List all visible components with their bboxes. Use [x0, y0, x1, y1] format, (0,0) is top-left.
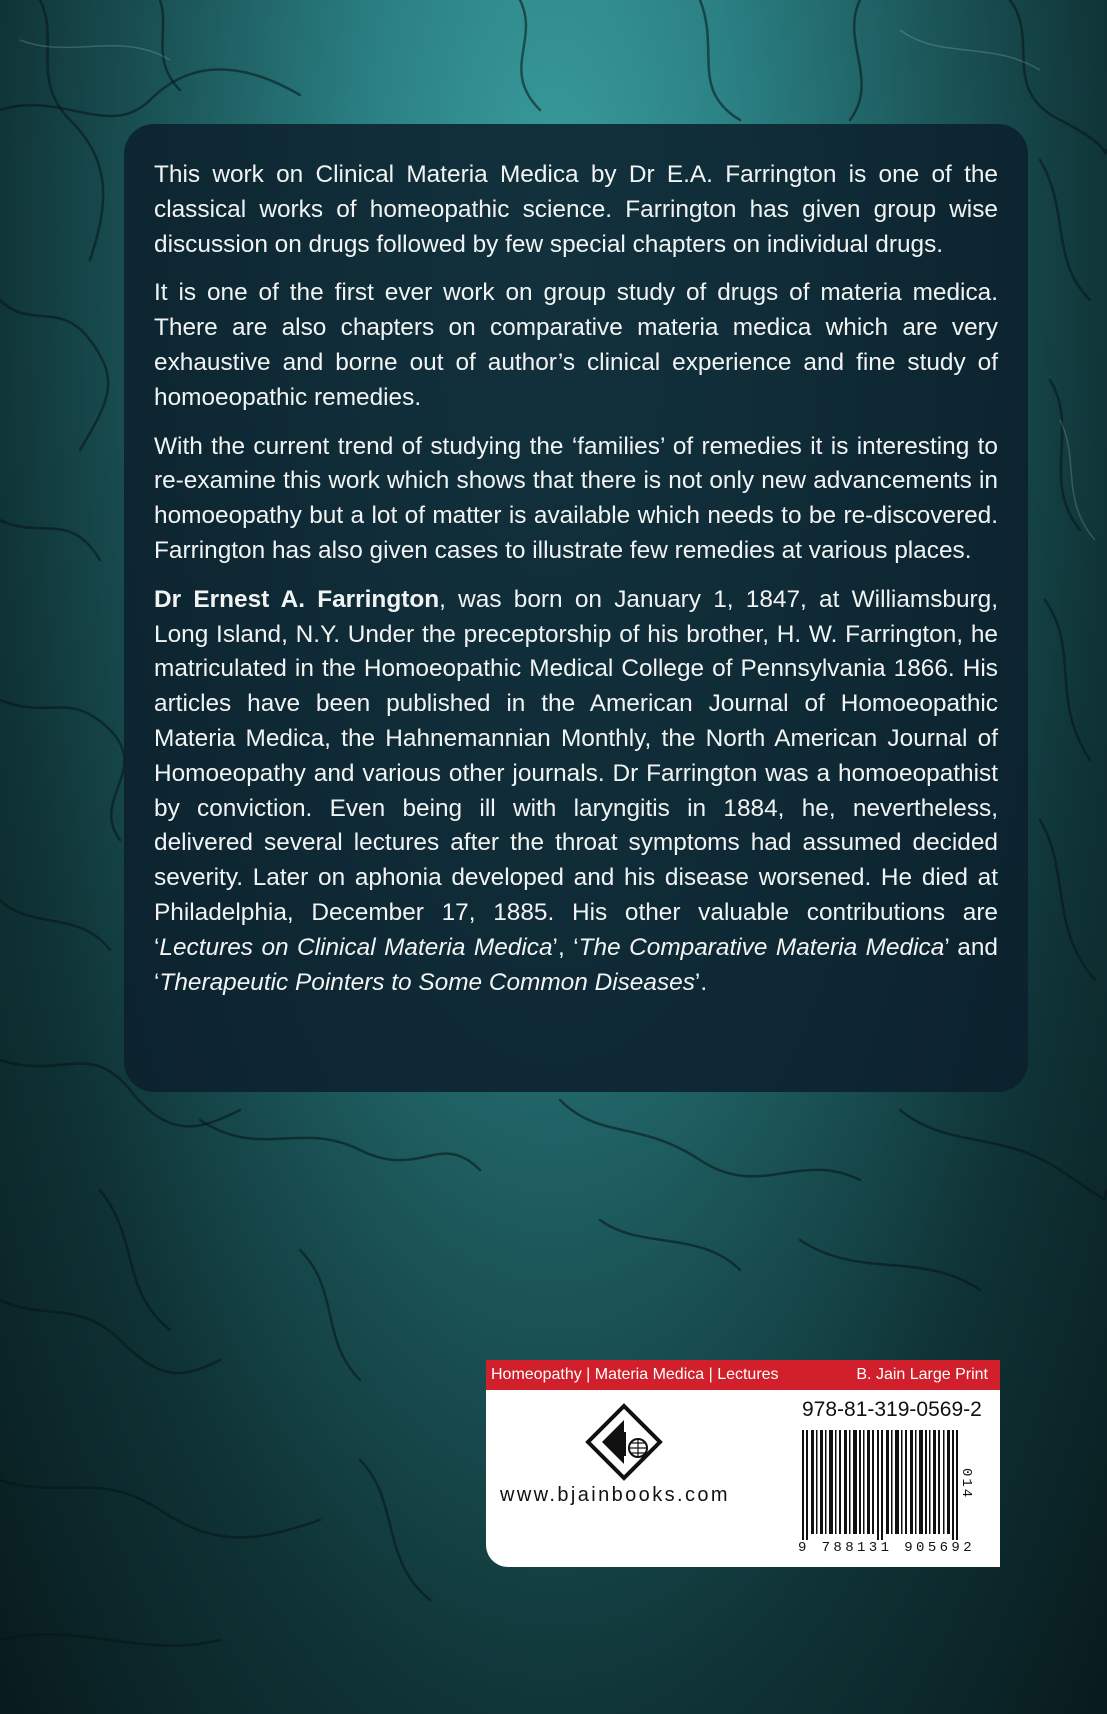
description-paragraph-3: With the current trend of studying the ‘families’ of remedies it is interesting to re-examine this work which shows that there is not only new advancements in homoeopathy but a lot of matter is available which needs to be re-discovered. Farrington has also given cases to illustrate few remedies at various places.: [154, 432, 998, 564]
description-paragraph-2: It is one of the first ever work on group study of drugs of materia medica. There are also chapters on comparative materia medica which are very exhaustive and borne out of author’s clinical experience and fine study of homoeopathic remedies.: [154, 279, 998, 411]
publisher-logo: [582, 1402, 666, 1482]
isbn-number: 978-81-319-0569-2: [802, 1398, 982, 1421]
book-title-3: Therapeutic Pointers to Some Common Diseases: [159, 968, 695, 996]
title-separator-1: ’, ‘: [552, 933, 579, 961]
author-biography: [154, 583, 998, 1001]
publisher-website: www.bjainbooks.com: [500, 1484, 730, 1506]
book-title-1: Lectures on Clinical Materia Medica: [159, 933, 553, 961]
category-bar: [486, 1360, 1000, 1390]
description-paragraph-1: This work on Clinical Materia Medica by Dr E.A. Farrington is one of the classical works of homeopathic science. Farrington has given group wise discussion on drugs followed by few special chapters on individual drugs.: [154, 161, 998, 258]
barcode-digits: 9 788131 905692: [798, 1540, 976, 1556]
title-separator-2: ’ and ‘: [154, 933, 998, 996]
imprint-name: B. Jain Large Print: [856, 1366, 988, 1383]
category-list: Homeopathy | Materia Medica | Lectures: [491, 1366, 779, 1383]
biography-end: ’.: [694, 968, 708, 996]
barcode: [802, 1430, 972, 1540]
isbn-label: [486, 1360, 1000, 1567]
book-title-2: The Comparative Materia Medica: [578, 933, 945, 961]
author-name: Dr Ernest A. Farrington: [154, 585, 440, 613]
addon-code: 014: [958, 1468, 974, 1500]
biography-text: , was born on January 1, 1847, at Williamsburg, Long Island, N.Y. Under the preceptorship of his brother, H. W. Farrington, he matriculated in the Homoeopathic Medical College of Pennsylvania 1866. His articles have been published in the American Journal of Homoeopathic Materia Medica, the Hahnemannian Monthly, the North American Journal of Homoeopathy and various other journals. Dr Farrington was a homoeopathist by conviction. Even being ill with laryngitis in 1884, he, nevertheless, delivered several lectures after the throat symptoms had assumed decided severity. Later on aphonia developed and his disease worsened. He died at Philadelphia, December 17, 1885. His other valuable contributions are ‘: [154, 585, 998, 961]
description-panel: [124, 124, 1028, 1092]
